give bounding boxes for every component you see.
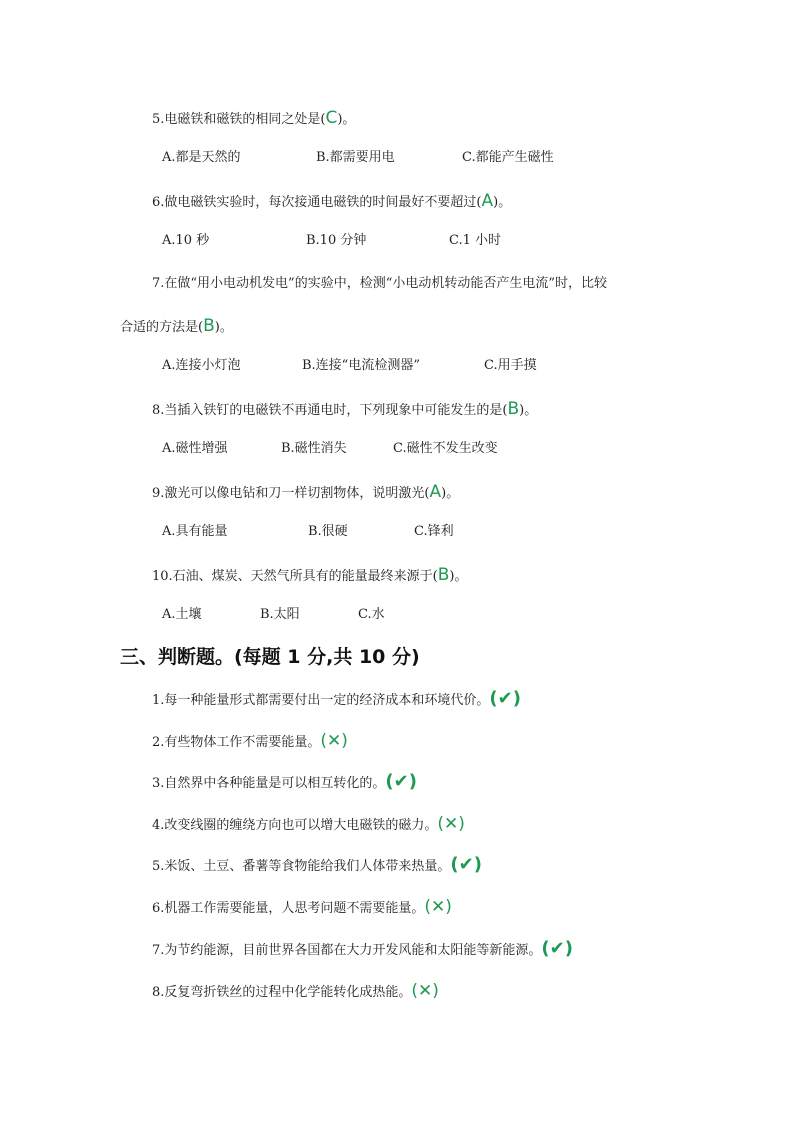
check-mark-icon: (✔) — [541, 938, 573, 959]
question-close: )。 — [519, 403, 538, 418]
question-9 — [152, 483, 459, 503]
question-7 — [152, 275, 607, 293]
option-a: A.具有能量 — [162, 524, 228, 539]
cross-mark-icon: (✕) — [424, 897, 452, 917]
tf-statement: 7.为节约能源，目前世界各国都在大力开发风能和太阳能等新能源。 — [152, 943, 542, 958]
answer-letter: B — [203, 316, 215, 336]
tf-statement: 6.机器工作需要能量，人思考问题不需要能量。 — [152, 901, 425, 916]
tf-item — [152, 690, 521, 710]
check-mark-icon: (✔) — [450, 854, 482, 875]
option-c: C.锋利 — [414, 524, 454, 539]
cross-mark-icon: (✕) — [437, 814, 465, 834]
tf-item — [152, 815, 465, 835]
tf-item — [152, 773, 417, 793]
tf-statement: 2.有些物体工作不需要能量。 — [152, 735, 321, 750]
tf-statement: 5.米饭、土豆、番薯等食物能给我们人体带来热量。 — [152, 859, 451, 874]
tf-item — [152, 940, 573, 960]
question-close: )。 — [441, 486, 460, 501]
answer-letter: A — [429, 482, 442, 502]
question-stem-continued: 合适的方法是( — [120, 320, 204, 335]
question-stem: 5.电磁铁和磁铁的相同之处是( — [152, 112, 326, 127]
option-c: C.磁性不发生改变 — [393, 441, 498, 456]
option-b: B.很硬 — [308, 524, 348, 539]
option-a: A.磁性增强 — [162, 441, 228, 456]
option-a: A.连接小灯泡 — [162, 358, 241, 373]
question-stem: 9.激光可以像电钻和刀一样切割物体，说明激光( — [152, 486, 430, 501]
tf-statement: 3.自然界中各种能量是可以相互转化的。 — [152, 776, 386, 791]
option-b: B.太阳 — [260, 607, 300, 622]
tf-item — [152, 856, 482, 876]
answer-letter: C — [325, 108, 338, 128]
question-stem: 6.做电磁铁实验时，每次接通电磁铁的时间最好不要超过( — [152, 195, 482, 210]
check-mark-icon: (✔) — [489, 688, 521, 709]
question-6 — [152, 192, 511, 212]
option-b: B.10 分钟 — [306, 233, 367, 248]
question-stem: 10.石油、煤炭、天然气所具有的能量最终来源于( — [152, 569, 438, 584]
tf-statement: 8.反复弯折铁丝的过程中化学能转化成热能。 — [152, 985, 412, 1000]
question-stem: 7.在做“用小电动机发电”的实验中，检测“小电动机转动能否产生电流”时，比较 — [152, 276, 607, 291]
tf-item — [152, 732, 348, 752]
option-c: C.1 小时 — [449, 233, 502, 248]
section-title-true-false: 三、判断题。(每题 1 分,共 10 分) — [120, 646, 420, 668]
option-a: A.10 秒 — [162, 233, 210, 248]
question-5 — [152, 109, 355, 129]
option-b: B.都需要用电 — [316, 150, 395, 165]
option-b: B.连接“电流检测器” — [302, 358, 420, 373]
tf-item — [152, 982, 439, 1002]
question-7-continued — [120, 317, 233, 337]
question-stem: 8.当插入铁钉的电磁铁不再通电时，下列现象中可能发生的是( — [152, 403, 508, 418]
tf-statement: 4.改变线圈的缠绕方向也可以增大电磁铁的磁力。 — [152, 818, 438, 833]
cross-mark-icon: (✕) — [411, 981, 439, 1001]
tf-item — [152, 898, 452, 918]
tf-statement: 1.每一种能量形式都需要付出一定的经济成本和环境代价。 — [152, 693, 490, 708]
option-c: C.都能产生磁性 — [462, 150, 554, 165]
question-close: )。 — [337, 112, 356, 127]
option-c: C.水 — [358, 607, 385, 622]
option-c: C.用手摸 — [484, 358, 537, 373]
option-b: B.磁性消失 — [281, 441, 347, 456]
question-close: )。 — [214, 320, 233, 335]
option-a: A.都是天然的 — [162, 150, 241, 165]
answer-letter: B — [437, 565, 450, 585]
answer-letter: B — [507, 399, 520, 419]
question-close: )。 — [493, 195, 512, 210]
question-10 — [152, 566, 468, 586]
answer-letter: A — [481, 191, 494, 211]
question-8 — [152, 400, 537, 420]
option-a: A.土壤 — [162, 607, 202, 622]
check-mark-icon: (✔) — [385, 771, 417, 792]
cross-mark-icon: (✕) — [320, 731, 348, 751]
question-close: )。 — [449, 569, 468, 584]
